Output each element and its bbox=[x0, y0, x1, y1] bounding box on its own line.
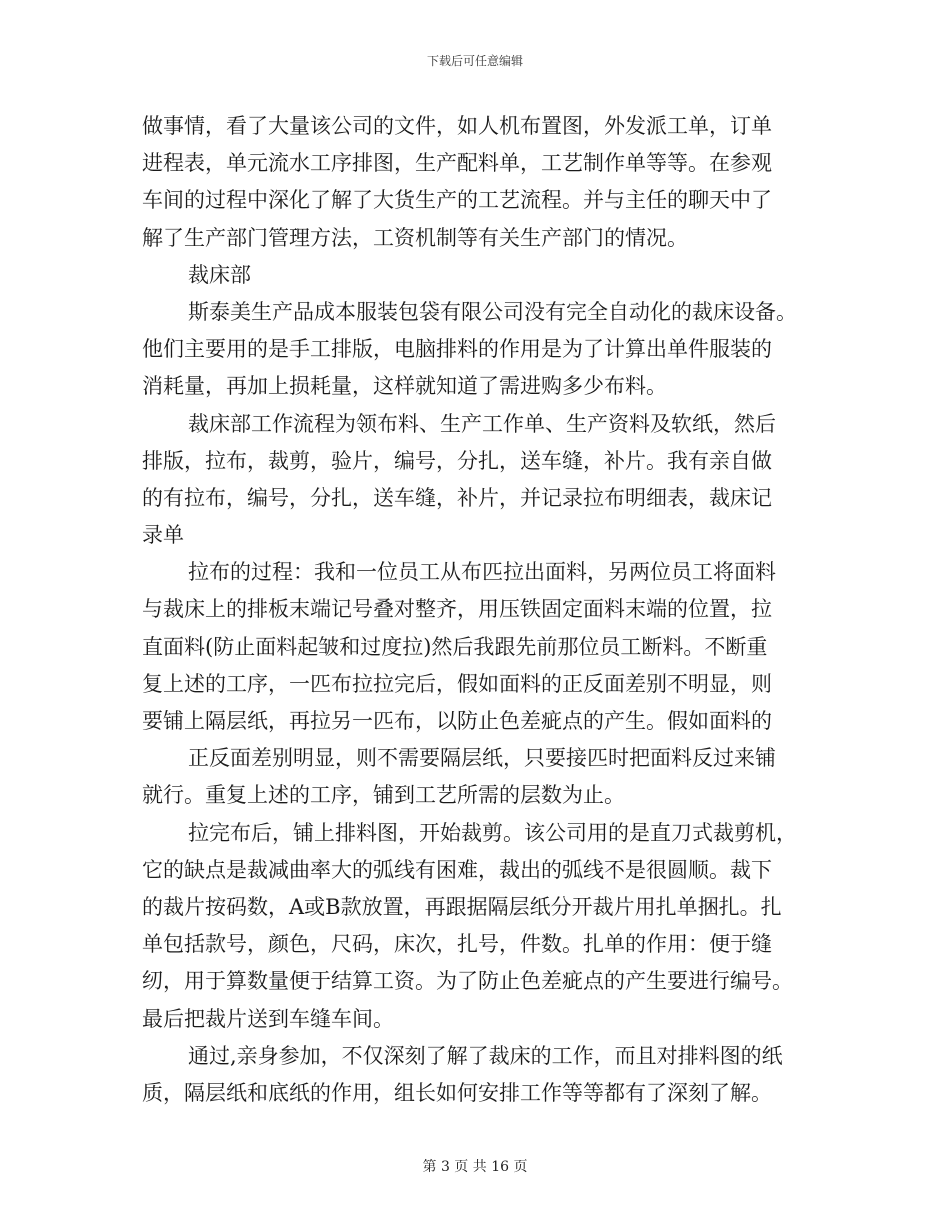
text-line: 与裁床上的排板末端记号叠对整齐，用压铁固定面料末端的位置，拉 bbox=[142, 597, 772, 622]
page-footer: 第 3 页 共 16 页 bbox=[422, 1159, 528, 1175]
text-line: 要铺上隔层纸，再拉另一匹布，以防止色差疵点的产生。假如面料的 bbox=[142, 709, 772, 733]
text-line: 通过,亲身参加，不仅深刻了解了裁床的工作，而且对排料图的纸 bbox=[188, 1043, 783, 1068]
text-line: 进程表，单元流水工序排图，生产配料单，工艺制作单等等。在参观 bbox=[142, 151, 772, 176]
text-line: 他们主要用的是手工排版，电脑排料的作用是为了计算出单件服装的 bbox=[142, 337, 772, 362]
text-line: 排版，拉布，裁剪，验片，编号，分扎，送车缝，补片。我有亲自做 bbox=[142, 448, 772, 473]
text-line: 它的缺点是裁减曲率大的弧线有困难，裁出的弧线不是很圆顺。裁下 bbox=[142, 857, 772, 882]
text-line: 直面料(防止面料起皱和过度拉)然后我跟先前那位员工断料。不断重 bbox=[142, 634, 768, 659]
document-body bbox=[142, 108, 810, 1112]
text-line: 质，隔层纸和底纸的作用，组长如何安排工作等等都有了深刻了解。 bbox=[142, 1080, 772, 1105]
text-line: 消耗量，再加上损耗量，这样就知道了需进购多少布料。 bbox=[142, 374, 667, 399]
text-line: 纫，用于算数量便于结算工资。为了防止色差疵点的产生要进行编号。 bbox=[142, 969, 793, 994]
text-line: 录单 bbox=[142, 523, 184, 548]
text-line: 车间的过程中深化了解了大货生产的工艺流程。并与主任的聊天中了 bbox=[142, 188, 772, 213]
text-line: 的裁片按码数，A或B款放置，再跟据隔层纸分开裁片用扎单捆扎。扎 bbox=[142, 894, 782, 919]
text-line: 正反面差别明显，则不需要隔层纸，只要接匹时把面料反过来铺 bbox=[188, 746, 776, 771]
text-line: 拉布的过程：我和一位员工从布匹拉出面料，另两位员工将面料 bbox=[188, 560, 776, 585]
text-line: 做事情，看了大量该公司的文件，如人机布置图，外发派工单，订单 bbox=[142, 114, 772, 138]
text-line: 裁床部工作流程为领布料、生产工作单、生产资料及软纸，然后 bbox=[188, 411, 776, 436]
page-header: 下载后可任意编辑 bbox=[426, 54, 523, 68]
text-line: 就行。重复上述的工序，铺到工艺所需的层数为止。 bbox=[142, 783, 625, 808]
text-line: 单包括款号，颜色，尺码，床次，扎号，件数。扎单的作用：便于缝 bbox=[142, 932, 772, 957]
text-line: 斯泰美生产品成本服装包袋有限公司没有完全自动化的裁床设备。 bbox=[188, 299, 797, 324]
text-line: 解了生产部门管理方法，工资机制等有关生产部门的情况。 bbox=[142, 225, 688, 250]
text-line: 的有拉布，编号，分扎，送车缝，补片，并记录拉布明细表，裁床记 bbox=[142, 485, 772, 510]
text-line: 最后把裁片送到车缝车间。 bbox=[142, 1006, 394, 1031]
text-line: 裁床部 bbox=[188, 262, 251, 287]
text-line: 复上述的工序，一匹布拉拉完后，假如面料的正反面差别不明显，则 bbox=[142, 671, 772, 696]
text-line: 拉完布后，铺上排料图，开始裁剪。该公司用的是直刀式裁剪机， bbox=[188, 820, 797, 845]
